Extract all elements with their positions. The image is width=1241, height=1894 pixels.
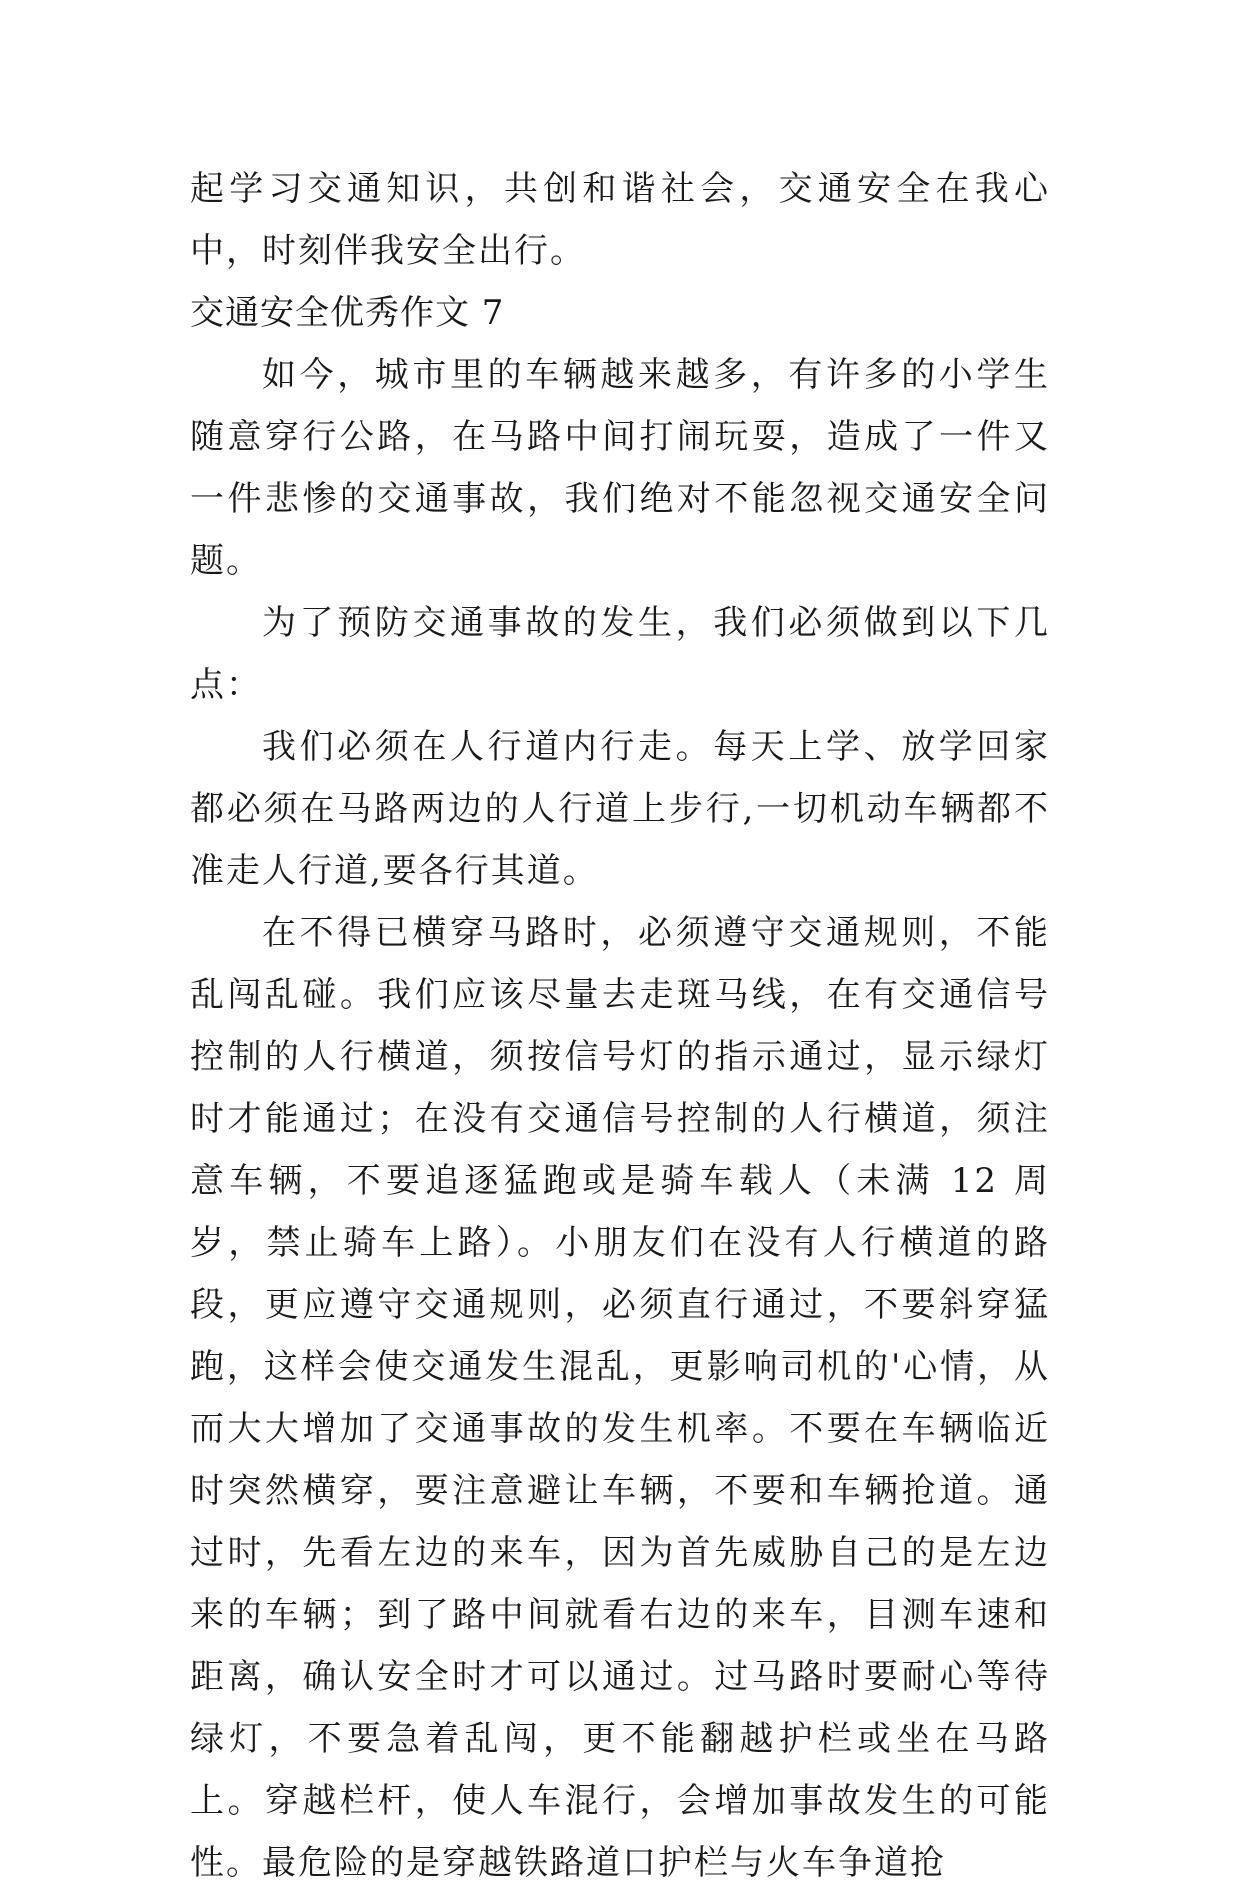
paragraph-prevention: 为了预防交通事故的发生，我们必须做到以下几点： [190,603,1050,705]
paragraph-intro: 如今，城市里的车辆越来越多，有许多的小学生随意穿行公路，在马路中间打闹玩耍，造成了一件又一件悲惨的交通事故，我们绝对不能忽视交通安全问题。 [190,355,1050,581]
paragraph-sidewalk: 我们必须在人行道内行走。每天上学、放学回家都必须在马路两边的人行道上步行,一切机动车辆都不准走人行道,要各行其道。 [190,727,1050,891]
paragraph-continuation: 起学习交通知识，共创和谐社会，交通安全在我心中，时刻伴我安全出行。 [190,169,1050,271]
section-heading: 交通安全优秀作文 7 [190,293,505,333]
paragraph-crossing: 在不得已横穿马路时，必须遵守交通规则，不能乱闯乱碰。我们应该尽量去走斑马线，在有交通信号控制的人行横道，须按信号灯的指示通过，显示绿灯时才能通过；在没有交通信号控制的人行横道，须注意车辆，不要追逐猛跑或是骑车载人（未满 12 周岁，禁止骑车上路）。小朋友们在没有人行横道的路段，更应遵守交通规则，必须直行通过，不要斜穿猛跑，这样会使交通发生混乱，更影响司机的'心情，从而大大增加了交通事故的发生机率。不要在车辆临近时突然横穿，要注意避让车辆，不要和车辆抢道。通过时，先看左边的来车，因为首先威胁自己的是左边来的车辆；到了路中间就看右边的来车，目测车速和距离，确认安全时才可以通过。过马路时要耐心等待绿灯，不要急着乱闯，更不能翻越护栏或坐在马路上。穿越栏杆，使人车混行，会增加事故发生的可能性。最危险的是穿越铁路道口护栏与火车争道抢 [190,913,1050,1883]
document-body [190,158,1050,1894]
